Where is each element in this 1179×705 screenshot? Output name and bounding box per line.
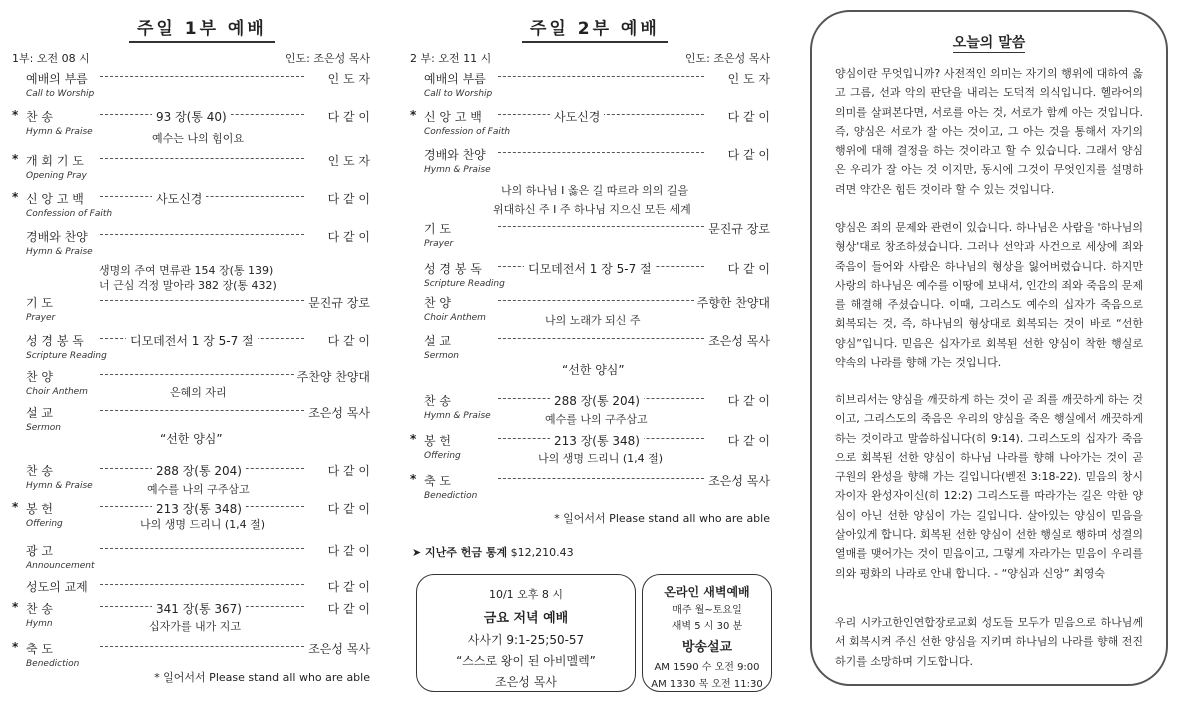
radio-line1: AM 1590 수 오전 9:00	[654, 662, 760, 673]
service-item-english: Sermon	[26, 423, 61, 433]
dotted-leader	[498, 152, 704, 153]
service-item-label: 신 앙 고 백	[26, 192, 84, 206]
standing-marker: *	[12, 190, 19, 204]
dotted-leader	[100, 646, 304, 647]
friday-service-box	[416, 574, 636, 692]
service-item-english: Scripture Reading	[424, 279, 505, 289]
message-paragraph-1: 양심이란 무엇입니까? 사전적인 의미는 자기의 행위에 대하여 옳고 그름, 선과 악의 판단을 내리는 도덕적 의식입니다. 헬라어의 의미를 살펴본다면, 서로를 아는 것, 서로가 함께 아는 것입니다. 즉, 양심은 서로가 잘 아는 것이고, 그 아는 것을 통해서 자기의 행위에 대해 결정을 하는 것이라고 할 수 있습니다. 그래서 양심은 우리가 잘 아는 것 이지만, 동시에 그것이 무엇인지를 설명하려면 약간은 힘든 것이라 할 수 있는 것입니다.	[835, 67, 1143, 196]
service-item-detail: 디모데전서 1 장 5-7 절	[524, 260, 656, 277]
service-item	[12, 640, 370, 656]
service-item-english: Announcement	[26, 561, 95, 571]
service-item	[410, 332, 770, 348]
offering-stats-label: ➤ 지난주 헌금 통계	[412, 546, 508, 559]
service-item-leader: 주향한 찬양대	[694, 294, 770, 311]
online-title: 온라인 새벽예배	[664, 585, 750, 599]
service-item-leader: 다 같 이	[325, 462, 370, 479]
service1-stand-note: * 일어서서 Please stand all who are able	[154, 671, 370, 684]
service-item	[12, 500, 370, 516]
service-item-leader: 문진규 장로	[305, 294, 370, 311]
service-item-english: Prayer	[424, 239, 454, 249]
service2-title: 주일 2부 예배	[522, 14, 668, 43]
service1-praise-line2: 너 근심 걱정 말아라 382 장(통 432)	[99, 279, 277, 292]
service-item	[12, 404, 370, 420]
service2-leader: 인도: 조은성 목사	[684, 52, 770, 65]
service-item-leader: 조은성 목사	[705, 332, 770, 349]
service-item-english: Confession of Faith	[26, 209, 113, 219]
service-item-english: Confession of Faith	[424, 127, 511, 137]
service-item-label: 설 교	[424, 334, 451, 348]
service-item-english: Choir Anthem	[424, 313, 486, 323]
standing-marker: *	[12, 500, 19, 514]
service-item-leader: 다 같 이	[325, 500, 370, 517]
service2-meta	[410, 50, 770, 64]
service1-title: 주일 1부 예배	[129, 14, 275, 43]
dotted-leader	[100, 584, 304, 585]
service-item-english: Benediction	[424, 491, 478, 501]
service-item	[12, 332, 370, 348]
service-item-english: Hymn & Praise	[26, 127, 93, 137]
friday-preacher: 조은성 목사	[495, 675, 557, 689]
service-item	[410, 432, 770, 448]
service-item-label: 예배의 부름	[26, 72, 88, 86]
friday-scripture: 사사기 9:1-25;50-57	[467, 633, 585, 647]
service-item-english: Opening Pray	[26, 171, 87, 181]
dotted-leader	[498, 76, 704, 77]
service-item-english: Offering	[26, 519, 63, 529]
service-item-detail: 디모데전서 1 장 5-7 절	[126, 332, 258, 349]
dotted-leader	[100, 76, 304, 77]
service-item	[12, 108, 370, 124]
service-item-leader: 다 같 이	[725, 432, 770, 449]
service-item-leader: 다 같 이	[325, 228, 370, 245]
offering-stats	[412, 544, 574, 560]
service1-meta	[12, 50, 370, 64]
service-item	[12, 578, 370, 594]
service-item-label: 개 회 기 도	[26, 154, 84, 168]
service-item	[410, 472, 770, 488]
hymn-title: 예수를 나의 구주삼고	[545, 413, 648, 426]
service-item-label: 찬 송	[26, 464, 53, 478]
service-item	[410, 392, 770, 408]
service-item-leader: 인 도 자	[325, 152, 370, 169]
service-item-leader: 다 같 이	[325, 578, 370, 595]
standing-marker: *	[410, 472, 417, 486]
hymn-title: 은혜의 자리	[170, 386, 227, 399]
service-item-leader: 다 같 이	[725, 392, 770, 409]
service-item-label: 경배와 찬양	[26, 230, 88, 244]
hymn-title: 나의 생명 드리니 (1,4 절)	[140, 518, 266, 531]
service-item-leader: 조은성 목사	[305, 404, 370, 421]
service2-sermon-title: “선한 양심”	[562, 363, 625, 377]
online-service-box	[642, 574, 772, 692]
service-item-english: Hymn & Praise	[424, 165, 491, 175]
service-item-label: 성도의 교제	[26, 580, 88, 594]
service-item-label: 찬 송	[424, 394, 451, 408]
service2-time: 2 부: 오전 11 시	[410, 52, 492, 65]
service2-stand-note: * 일어서서 Please stand all who are able	[554, 512, 770, 525]
service1-praise-line1: 생명의 주여 면류관 154 장(통 139)	[99, 264, 274, 277]
hymn-title: 예수를 나의 구주삼고	[147, 483, 250, 496]
service-item-leader: 다 같 이	[325, 332, 370, 349]
service2-praise-line2: 위대하신 주 I 주 하나님 지으신 모든 세계	[493, 203, 691, 216]
dotted-leader	[100, 300, 304, 301]
service-item-label: 경배와 찬양	[424, 148, 486, 162]
service-item-label: 성 경 봉 독	[26, 334, 84, 348]
service-item	[12, 228, 370, 244]
offering-stats-amount: $12,210.43	[510, 546, 574, 559]
service1-sermon-title: “선한 양심”	[160, 432, 223, 446]
service-item	[410, 220, 770, 236]
friday-sermon: “스스로 왕이 된 아비멜렉”	[456, 654, 596, 668]
service-item-label: 찬 양	[424, 296, 451, 310]
service-item-leader: 인 도 자	[325, 70, 370, 87]
dotted-leader	[100, 158, 304, 159]
hymn-title: 나의 생명 드리니 (1,4 절)	[538, 452, 664, 465]
service-item-english: Hymn & Praise	[26, 247, 93, 257]
service-item-english: Hymn & Praise	[424, 411, 491, 421]
standing-marker: *	[12, 152, 19, 166]
service-item	[12, 600, 370, 616]
service-item-detail: 213 장(통 348)	[550, 432, 644, 449]
service-item-detail: 288 장(통 204)	[550, 392, 644, 409]
online-schedule2: 새벽 5 시 30 분	[671, 621, 743, 632]
service-item-leader: 문진규 장로	[705, 220, 770, 237]
service-item	[12, 294, 370, 310]
hymn-title: 십자가를 내가 지고	[149, 620, 242, 633]
service1-time: 1부: 오전 08 시	[12, 52, 90, 65]
service-item-english: Offering	[424, 451, 461, 461]
service-item-detail: 사도신경	[550, 108, 604, 125]
service-item	[410, 108, 770, 124]
service-item-label: 축 도	[26, 642, 53, 656]
dotted-leader	[498, 338, 704, 339]
message-paragraph-4: 우리 시카고한인연합장로교회 성도들 모두가 믿음으로 하나님께서 회복시켜 주신 선한 양심을 지키며 하나님의 나라를 향해 전진하기를 소망하며 기도합니다.	[835, 616, 1143, 668]
service-item-english: Sermon	[424, 351, 459, 361]
service-item-leader: 인 도 자	[725, 70, 770, 87]
standing-marker: *	[12, 600, 19, 614]
service-item-label: 기 도	[424, 222, 451, 236]
service-item	[410, 294, 770, 310]
service-item-label: 광 고	[26, 544, 53, 558]
service-item-english: Scripture Reading	[26, 351, 107, 361]
service-item-english: Benediction	[26, 659, 80, 669]
dotted-leader	[498, 226, 704, 227]
service-item-label: 설 교	[26, 406, 53, 420]
service-item-leader: 다 같 이	[325, 542, 370, 559]
service-item-leader: 조은성 목사	[305, 640, 370, 657]
service-item-label: 찬 양	[26, 370, 53, 384]
service-item	[12, 190, 370, 206]
service-item-detail: 341 장(통 367)	[152, 600, 246, 617]
service-item	[12, 368, 370, 384]
dotted-leader	[498, 300, 704, 301]
standing-marker: *	[12, 640, 19, 654]
service-item-leader: 다 같 이	[325, 600, 370, 617]
dotted-leader	[498, 478, 704, 479]
service-item	[12, 462, 370, 478]
friday-date: 10/1 오후 8 시	[488, 588, 564, 601]
service-item-leader: 조은성 목사	[705, 472, 770, 489]
standing-marker: *	[410, 108, 417, 122]
service-item-detail: 사도신경	[152, 190, 206, 207]
standing-marker: *	[12, 108, 19, 122]
dotted-leader	[100, 234, 304, 235]
service-item	[12, 70, 370, 86]
service2-praise-line1: 나의 하나님 I 옳은 길 따르라 의의 길을	[501, 184, 689, 197]
service-item-label: 성 경 봉 독	[424, 262, 482, 276]
service-item	[12, 542, 370, 558]
service-item-detail: 213 장(통 348)	[152, 500, 246, 517]
service-item-label: 기 도	[26, 296, 53, 310]
service-item-english: Hymn & Praise	[26, 481, 93, 491]
service-item-leader: 다 같 이	[325, 190, 370, 207]
service-item	[410, 260, 770, 276]
service-item	[410, 70, 770, 86]
message-paragraph-3: 히브리서는 양심을 깨끗하게 하는 것이 곧 죄를 깨끗하게 하는 것이고, 그리스도의 죽음은 우리의 양심을 죽은 행실에서 깨끗하게 하는 것이라고 말씀하십니다(히 9:14). 그리스도의 십자가 죽음으로 회복된 선한 양심이 하나님 나라를 향해 나아가는 것이 곧 구원의 완성을 향해 가는 길입니다(벧전 3:18-22). 믿음의 창시자이자 완성자이신(히 12:2) 그리스도를 따라가는 길은 악한 양심이 아닌 선한 양심이 가는 길입니다. 살아있는 양심이 믿음을 살아있게 합니다. 회복된 선한 양심이 선한 행실로 행하며 성결의 열매를 맺어가는 것이 믿음이고, 그렇게 자라가는 믿음이 우리를 의와 평화의 나라로 안내 합니다. - “양심과 신앙” 최영숙	[835, 393, 1143, 580]
service-item-label: 봉 헌	[424, 434, 451, 448]
service-item-detail: 93 장(통 40)	[152, 108, 231, 125]
message-paragraph-2: 양심은 죄의 문제와 관련이 있습니다. 하나님은 사람을 '하나님의 형상'대로 창조하셨습니다. 그러나 선악과 사건으로 세상에 죄와 죽음이 들어와 사람은 하나님의 형상을 잃어버렸습니다. 하지만 사랑의 하나님은 예수를 이땅에 보내셔, 인간의 죄와 죽음의 문제를 해결해 주셨습니다. 이때, 그리스도 예수의 십자가 죽음으로 회복되는 것, 즉, 하나님의 형상대로 회복되는 것이 바로 “선한 양심”입니다. 믿음은 십자가로 회복된 선한 양심이 착한 행실로 약속의 나라를 향해 가는 것입니다.	[835, 221, 1143, 370]
service-item-english: Call to Worship	[26, 89, 95, 99]
service-item-label: 예배의 부름	[424, 72, 486, 86]
todays-word-panel	[810, 10, 1168, 686]
dotted-leader	[100, 410, 304, 411]
dotted-leader	[100, 548, 304, 549]
service-item-leader: 다 같 이	[725, 260, 770, 277]
service-item-english: Call to Worship	[424, 89, 493, 99]
service-item	[410, 146, 770, 162]
service-item-leader: 다 같 이	[725, 108, 770, 125]
service1-leader: 인도: 조은성 목사	[284, 52, 370, 65]
service-item-english: Hymn	[26, 619, 53, 629]
service-item	[12, 152, 370, 168]
broadcast-title: 방송설교	[681, 640, 733, 655]
online-schedule1: 매주 월~토요일	[672, 605, 742, 616]
service-item-leader: 다 같 이	[725, 146, 770, 163]
standing-marker: *	[410, 432, 417, 446]
service-item-leader: 주찬양 찬양대	[294, 368, 370, 385]
service-item-label: 찬 송	[26, 602, 53, 616]
friday-title: 금요 저녁 예배	[483, 611, 569, 626]
service-item-english: Prayer	[26, 313, 56, 323]
service-item-label: 축 도	[424, 474, 451, 488]
service-item-english: Choir Anthem	[26, 387, 88, 397]
dotted-leader	[100, 374, 304, 375]
service-item-detail: 288 장(통 204)	[152, 462, 246, 479]
service-item-label: 봉 헌	[26, 502, 53, 516]
service-item-label: 찬 송	[26, 110, 53, 124]
service-item-label: 신 앙 고 백	[424, 110, 482, 124]
service-item-leader: 다 같 이	[325, 108, 370, 125]
hymn-title: 예수는 나의 힘이요	[152, 132, 245, 145]
radio-line2: AM 1330 목 오전 11:30	[651, 679, 763, 690]
hymn-title: 나의 노래가 되신 주	[545, 314, 641, 327]
todays-word-title: 오늘의 말씀	[952, 35, 1026, 51]
